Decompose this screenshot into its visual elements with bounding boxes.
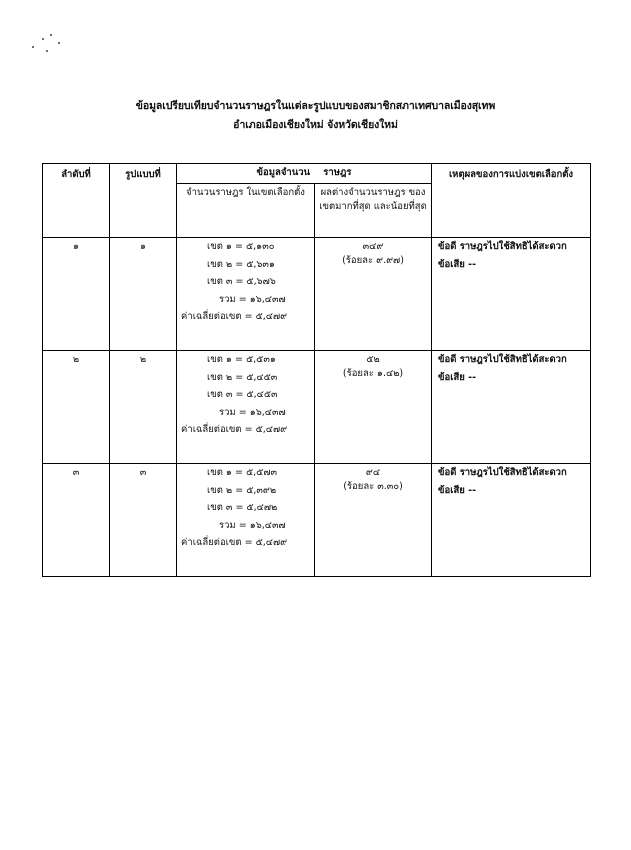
row-form: ๑	[110, 238, 177, 351]
district-2: เขต ๒ = ๕,๔๕๓	[207, 371, 278, 383]
reason-cell	[432, 464, 591, 577]
document-title: ข้อมูลเปรียบเทียบจำนวนราษฎรในแต่ละรูปแบบของสมาชิกสภาเทศบาลเมืองสุเทพ	[135, 100, 496, 112]
advantage-text: ข้อดี ราษฎรไปใช้สิทธิได้สะดวก	[438, 467, 567, 478]
diff-value: ๙๔	[365, 467, 381, 478]
diff-value: ๕๒	[366, 354, 380, 365]
population-difference	[315, 464, 432, 577]
population-comparison-table	[42, 163, 591, 577]
row-order: ๒	[43, 351, 110, 464]
district-counts	[177, 464, 315, 577]
reason-cell	[432, 238, 591, 351]
diff-percent: (ร้อยละ ๑.๔๒)	[342, 368, 404, 380]
header-order: ลำดับที่	[43, 164, 110, 238]
row-order: ๓	[43, 464, 110, 577]
district-1: เขต ๑ = ๕,๑๓๐	[207, 241, 275, 252]
document-subtitle: อำเภอเมืองเชียงใหม่ จังหวัดเชียงใหม่	[233, 119, 398, 131]
header-reason: เหตุผลของการแบ่งเขตเลือกตั้ง	[432, 164, 591, 238]
header-pop-diff	[315, 184, 432, 238]
district-counts	[177, 238, 315, 351]
disadvantage-text: ข้อเสีย --	[438, 371, 477, 383]
population-difference	[315, 351, 432, 464]
reason-cell	[432, 351, 591, 464]
header-form: รูปแบบที่	[110, 164, 177, 238]
district-total: รวม = ๑๖,๔๓๗	[219, 406, 286, 418]
district-3: เขต ๓ = ๕,๔๗๒	[207, 502, 278, 513]
district-3: เขต ๓ = ๕,๔๕๓	[207, 389, 278, 400]
row-order: ๑	[43, 238, 110, 351]
header-pop-in-district	[177, 184, 315, 238]
header-pop-diff-text: ผลต่างจำนวนราษฎร ของเขตมากที่สุด และน้อยที่สุด	[319, 187, 427, 213]
district-average: ค่าเฉลี่ยต่อเขต = ๕,๔๗๙	[181, 311, 288, 322]
district-average: ค่าเฉลี่ยต่อเขต = ๕,๔๗๙	[181, 424, 288, 435]
diff-percent: (ร้อยละ ๙.๙๗)	[342, 255, 404, 267]
row-form: ๒	[110, 351, 177, 464]
district-counts	[177, 351, 315, 464]
disadvantage-text: ข้อเสีย --	[438, 258, 477, 270]
advantage-text: ข้อดี ราษฎรไปใช้สิทธิได้สะดวก	[438, 241, 567, 252]
district-1: เขต ๑ = ๕,๕๗๓	[207, 467, 277, 478]
district-3: เขต ๓ = ๕,๖๗๖	[207, 276, 276, 287]
district-total: รวม = ๑๖,๔๓๗	[219, 293, 286, 305]
district-total: รวม = ๑๖,๔๓๗	[219, 519, 286, 531]
row-form: ๓	[110, 464, 177, 577]
table-row	[43, 238, 591, 351]
district-2: เขต ๒ = ๕,๖๓๑	[207, 258, 275, 270]
table-row	[43, 351, 591, 464]
district-2: เขต ๒ = ๕,๓๙๒	[207, 484, 277, 496]
district-average: ค่าเฉลี่ยต่อเขต = ๕,๔๗๙	[181, 537, 288, 548]
district-1: เขต ๑ = ๕,๕๓๑	[207, 354, 276, 365]
diff-percent: (ร้อยละ ๓.๓๐)	[343, 481, 403, 493]
population-difference	[315, 238, 432, 351]
diff-value: ๓๔๙	[362, 241, 384, 252]
scan-specks	[28, 32, 88, 62]
advantage-text: ข้อดี ราษฎรไปใช้สิทธิได้สะดวก	[438, 354, 567, 365]
header-pop-in-district-text: จำนวนราษฎร ในเขตเลือกตั้ง	[186, 187, 305, 198]
disadvantage-text: ข้อเสีย --	[438, 484, 477, 496]
table-row	[43, 464, 591, 577]
header-population-data: ข้อมูลจำนวน ราษฎร	[177, 164, 432, 184]
